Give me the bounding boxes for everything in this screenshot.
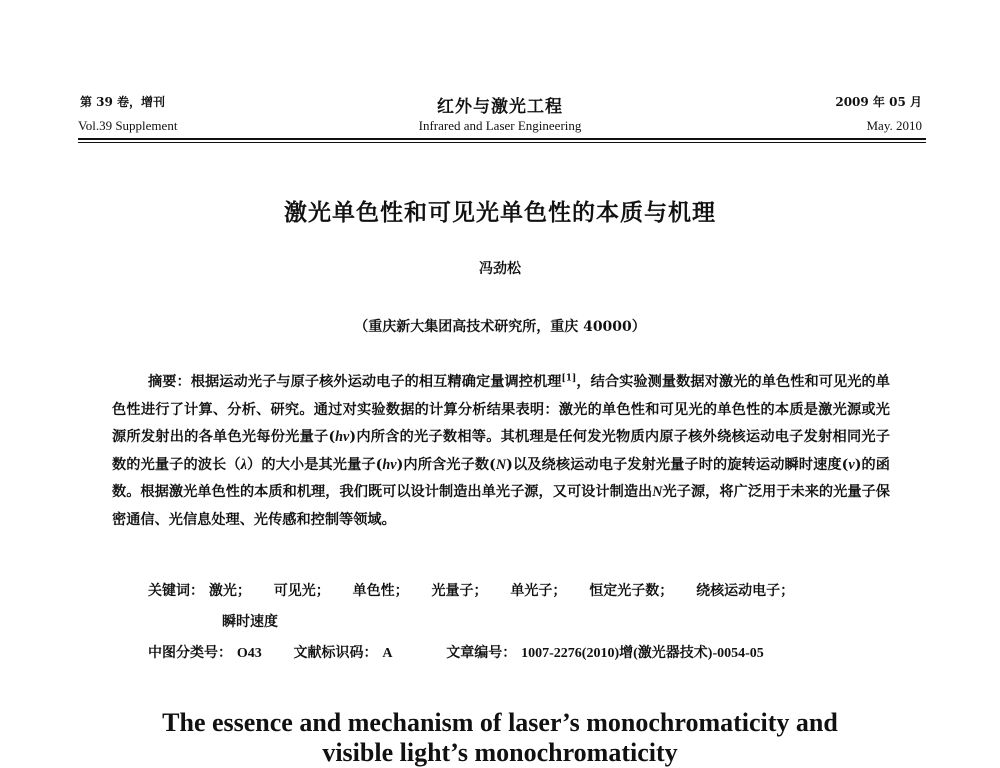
title-en-line-2: visible light’s monochromaticity — [322, 738, 678, 767]
symbol-hv: hν — [335, 429, 350, 445]
abstract-text-6: )以及绕核运动电子发射光量子时的旋转运动瞬时速度( — [506, 456, 849, 473]
symbol-nu: ν — [848, 456, 855, 473]
issue-date-cn: 2009 年 05 月 — [835, 95, 922, 109]
article-title-cn: 激光单色性和可见光单色性的本质与机理 — [284, 200, 716, 226]
keyword: 光量子； — [431, 583, 488, 599]
classification-line — [148, 642, 764, 662]
title-en-line-1: The essence and mechanism of laser’s monochromaticity and — [162, 708, 838, 737]
doc-code-label: 文献标识码： — [293, 645, 378, 661]
article-number-value: 1007-2276(2010)增(激光器技术)-0054-05 — [521, 646, 764, 661]
keywords-label: 关键词： — [148, 583, 204, 599]
header-rule-thin — [78, 142, 926, 143]
clc-label: 中图分类号： — [148, 645, 232, 661]
keyword: 恒定光子数； — [589, 583, 674, 599]
keyword: 激光； — [208, 583, 251, 599]
clc-value: O43 — [236, 646, 262, 661]
article-number-label: 文章编号： — [446, 645, 517, 661]
author-name: 冯劲松 — [479, 261, 521, 277]
abstract-text-2: ，结合实验测量数据对激光的单色性和可见光的单色性进行了计算、分析、研究。通过对实验数据的计算分析结果表明：激光的单色性和可见光的单色性的本质是激光源或光源所发射出的各单色光每份光量子( — [112, 374, 890, 445]
keyword: 单色性； — [352, 583, 409, 599]
keyword: 可见光； — [273, 583, 330, 599]
article-title-en — [0, 708, 1000, 768]
abstract-text-7: )的函数。根据激光单色性的本质和机理，我们既可以设计制造出单光子源，又可设计制造出 — [112, 456, 890, 500]
symbol-n-2: N — [652, 484, 663, 500]
abstract-label: 摘要： — [148, 374, 191, 390]
volume-issue-en: Vol.39 Supplement — [78, 118, 178, 133]
volume-issue-cn: 第 39 卷，增刊 — [80, 95, 166, 109]
abstract-text-8: 光子源，将广泛用于未来的光量子保密通信、光信息处理、光传感和控制等领域。 — [112, 484, 890, 528]
journal-name-cn: 红外与激光工程 — [437, 97, 563, 117]
keywords — [148, 580, 812, 600]
keyword-continued: 瞬时速度 — [222, 614, 278, 630]
symbol-lambda: λ — [240, 456, 247, 473]
issue-date-en: May. 2010 — [866, 118, 922, 133]
abstract-text-5: )内所含光子数( — [396, 456, 496, 473]
abstract-text-4: ）的大小是其光量子( — [246, 456, 383, 473]
doc-code-value: A — [382, 646, 393, 661]
abstract-text-3: )内所含的光子数相等。其机理是任何发光物质内原子核外绕核运动电子发射相同光子数的光量子的波长（ — [112, 429, 890, 473]
reference-citation: [1] — [561, 373, 577, 384]
journal-name-en: Infrared and Laser Engineering — [418, 118, 582, 133]
keyword: 绕核运动电子； — [696, 583, 795, 599]
keyword: 单光子； — [510, 583, 567, 599]
symbol-hv-2: hν — [382, 456, 397, 473]
abstract-text-1: 根据运动光子与原子核外运动电子的相互精确定量调控机理 — [190, 374, 562, 390]
header-rule-thick — [78, 138, 926, 140]
abstract — [112, 369, 890, 534]
author-affiliation: （重庆新大集团高技术研究所，重庆 40000） — [354, 319, 646, 335]
symbol-n: N — [495, 456, 507, 473]
